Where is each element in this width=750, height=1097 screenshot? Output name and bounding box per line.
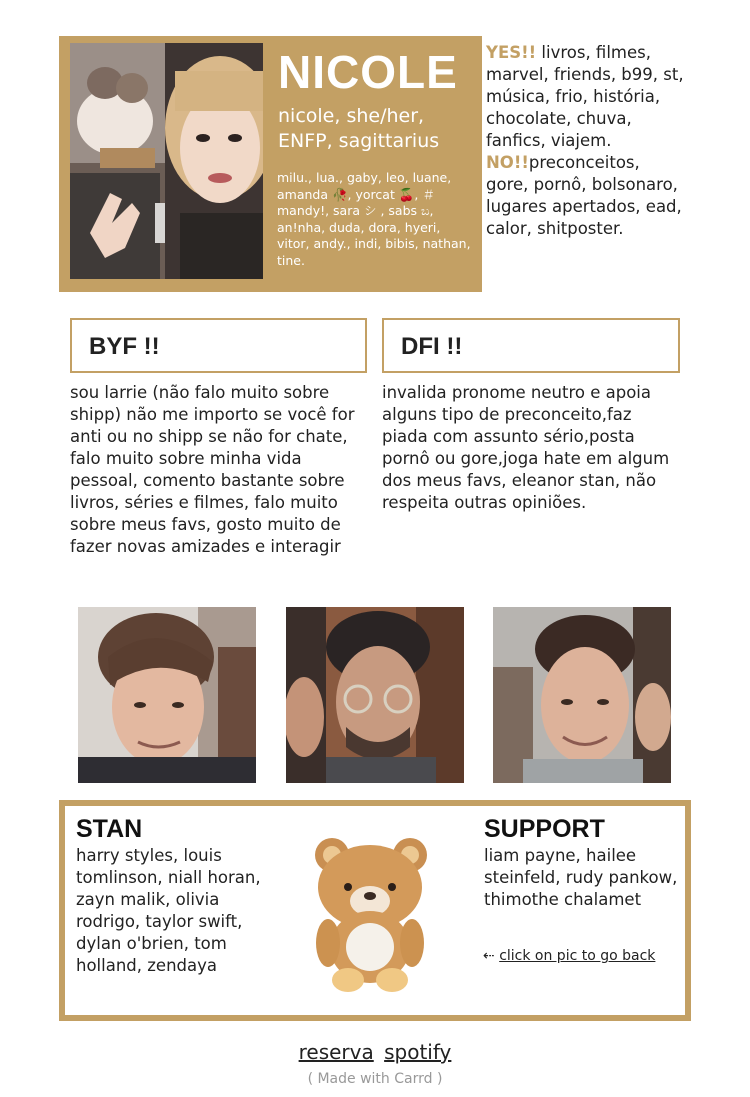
byf-heading-box [70, 318, 367, 373]
spotify-link[interactable]: spotify [384, 1040, 452, 1064]
no-label: NO!! [486, 153, 529, 172]
photo-dylan-obrien [493, 607, 671, 783]
profile-photo [70, 43, 263, 279]
photo-louis-tomlinson [78, 607, 256, 783]
support-text: liam payne, hailee steinfeld, rudy pankow, thimothe chalamet [484, 846, 678, 909]
dfi-text: invalida pronome neutro e apoia alguns tipo de preconceito,faz piada com assunto sério,posta pornô ou gore,joga hate em algum dos meus favs, eleanor stan, não respeita outras opiniões. [382, 383, 670, 512]
support-title: SUPPORT [484, 815, 605, 843]
reserva-link[interactable]: reserva [298, 1040, 374, 1064]
back-arrow-icon: ⇠ [483, 948, 495, 964]
profile-name: NICOLE [278, 46, 458, 98]
stan-title: STAN [76, 815, 143, 843]
back-link[interactable]: click on pic to go back [499, 948, 656, 964]
dfi-heading-box [382, 318, 680, 373]
byf-title: BYF !! [89, 333, 160, 360]
yes-label: YES!! [486, 43, 537, 62]
no-text: preconceitos, gore, pornô, bolsonaro, lugares apertados, ead, calor, shitposter. [486, 153, 682, 238]
made-with-carrd[interactable]: ( Made with Carrd ) [307, 1071, 443, 1087]
photo-zayn-malik [286, 607, 464, 783]
dfi-title: DFI !! [401, 333, 463, 360]
footer-links [0, 1040, 750, 1064]
friends-list: milu., lua., gaby, leo, luane, amanda 🥀, yorcat 🍒, ＃ mandy!, sara シ , sabs ಬ, an!nha, duda, dora, hyeri, vitor, andy., indi, bibis, nathan, tine. [277, 170, 471, 268]
teddy-bear-image[interactable] [300, 825, 440, 995]
profile-pronouns: nicole, she/her, ENFP, sagittarius [278, 105, 440, 152]
yes-no-list [486, 42, 686, 240]
back-link-row [483, 948, 655, 964]
yes-text: livros, filmes, marvel, friends, b99, st, música, frio, história, chocolate, chuva, fanfics, viajem. [486, 43, 684, 150]
stan-text: harry styles, louis tomlinson, niall horan, zayn malik, olivia rodrigo, taylor swift, dylan o'brien, tom holland, zendaya [76, 846, 261, 975]
byf-text: sou larrie (não falo muito sobre shipp) não me importo se você for anti ou no shipp se não for chate, falo muito sobre minha vida pessoal, comento bastante sobre livros, séries e filmes, falo muito sobre meus favs, gosto muito de fazer novas amizades e interagir [70, 383, 355, 556]
